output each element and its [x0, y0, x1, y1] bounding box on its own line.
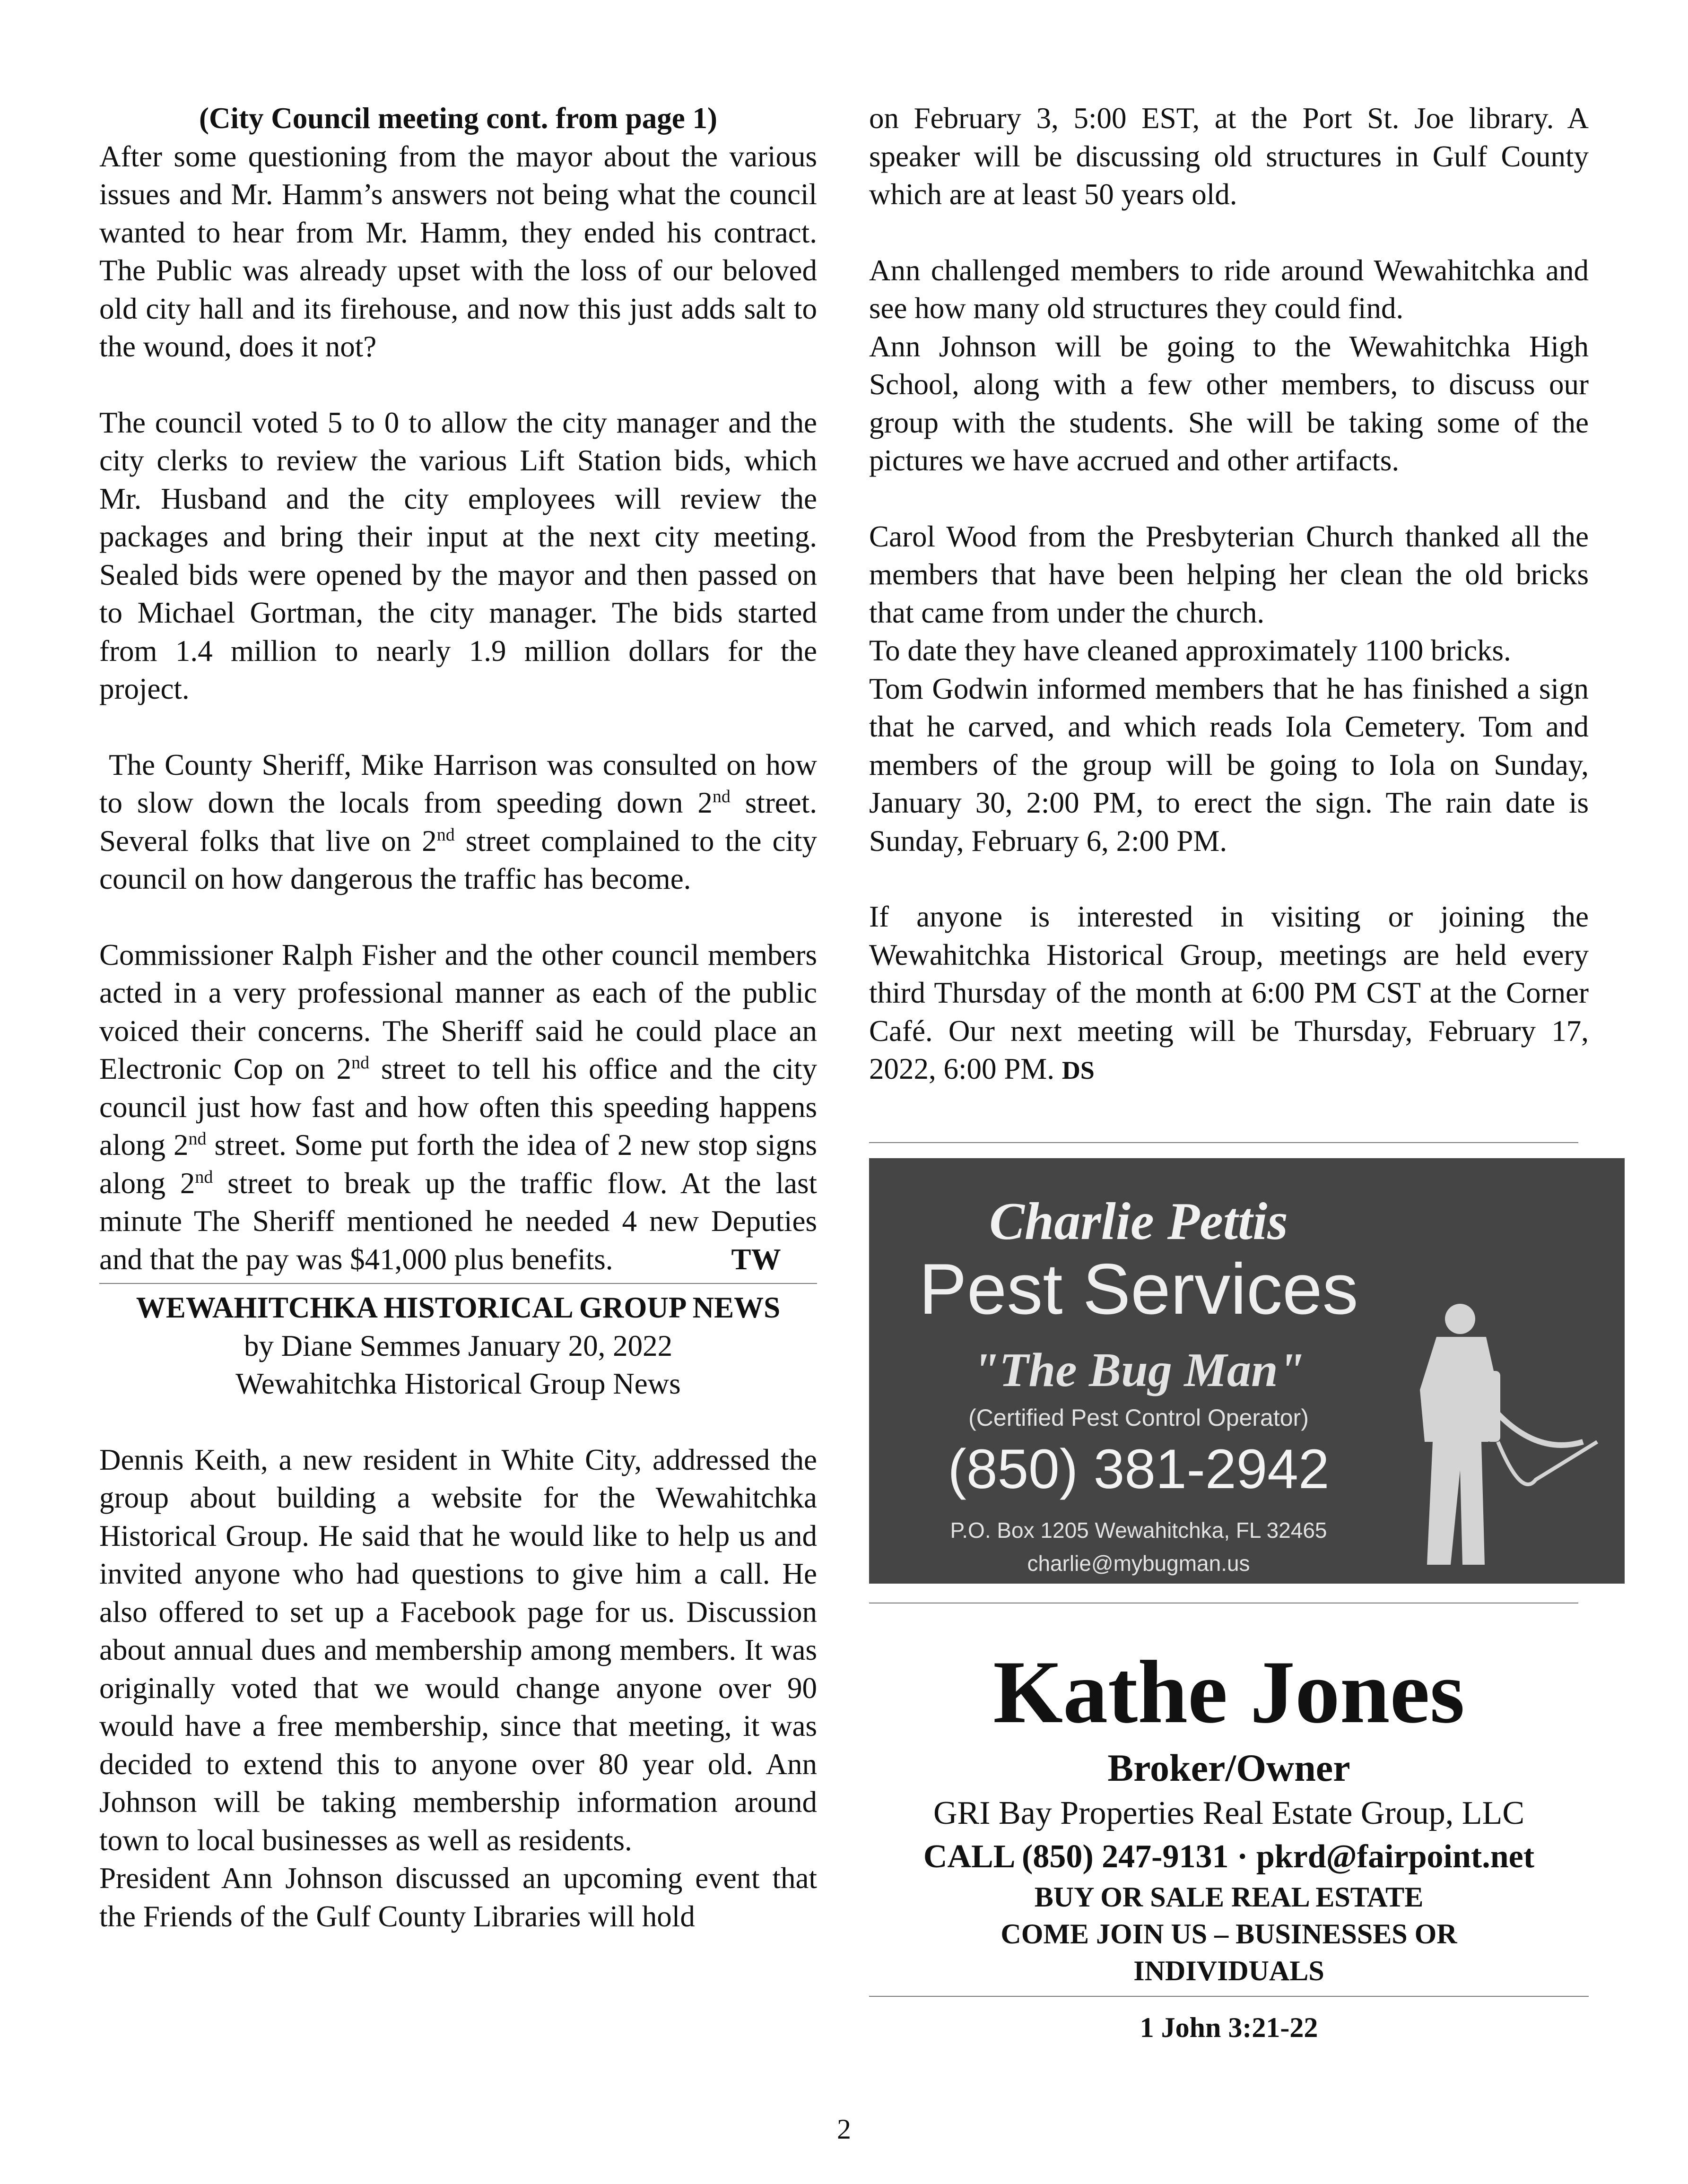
- ad-line: BUY OR SALE REAL ESTATE: [1034, 1881, 1424, 1913]
- council-paragraph: After some questioning from the mayor about the various issues and Mr. Hamm’s answers not being what the council wanted to hear from Mr. Hamm, they ended his contract. The Public was already upset with the loss of our beloved old city hall and its firehouse, and now this just adds salt to the wound, does it not?: [99, 139, 817, 363]
- ad-services: Pest Services: [919, 1249, 1358, 1329]
- news-paragraph: If anyone is interested in visiting or joining the Wewahitchka Historical Group, meetings are held every third Thursday of the month at 6:00 PM CST at the Corner Café. Our next meeting will be Thursday, February 17, 2022, 6:00 PM. DS: [869, 900, 1589, 1085]
- ad-email: charlie@mybugman.us: [1027, 1551, 1250, 1576]
- right-column: [869, 99, 1589, 1090]
- page-number: 2: [837, 2114, 851, 2145]
- ad-phone: (850) 381-2942: [948, 1438, 1330, 1500]
- author-initials: TW: [731, 1242, 781, 1276]
- news-paragraph: Dennis Keith, a new resident in White City, addressed the group about building a website for the Wewahitchka Historical Group. He said that he would like to help us and invited anyone who had questions to give him a call. He also offered to set up a Facebook page for us. Discussion about annual dues and membership among members. It was originally voted that we would change anyone over 90 would have a free membership, since that meeting, it was decided to extend this to anyone over 80 year old. Ann Johnson will be taking membership information around town to local businesses as well as residents.: [99, 1443, 817, 1857]
- ad-line: COME JOIN US – BUSINESSES OR INDIVIDUALS: [1001, 1918, 1457, 1986]
- bible-verse: 1 John 3:21-22: [1140, 2012, 1318, 2043]
- council-paragraph: The County Sheriff, Mike Harrison was consulted on how to slow down the locals from speeding down 2nd street. Several folks that live on 2nd street complained to the city council on how dangerous the traffic has become.: [99, 748, 817, 895]
- pest-services-ad: [869, 1158, 1625, 1584]
- news-paragraph: Ann Johnson will be going to the Wewahitchka High School, along with a few other members, to discuss our group with the students. She will be taking some of the pictures we have accrued and other artifacts.: [869, 329, 1589, 477]
- ad-agent-name: Kathe Jones: [993, 1643, 1465, 1742]
- news-paragraph: To date they have cleaned approximately 1100 bricks.: [869, 634, 1511, 667]
- ad-company: GRI Bay Properties Real Estate Group, LLC: [933, 1795, 1525, 1831]
- divider: [869, 1996, 1589, 1997]
- news-paragraph: Tom Godwin informed members that he has finished a sign that he carved, and which reads Iola Cemetery. Tom and members of the group will be going to Iola on Sunday, January 30, 2:00 PM, to erect the sign. The rain date is Sunday, February 6, 2:00 PM.: [869, 672, 1589, 858]
- sprayer-man-icon: [1380, 1300, 1607, 1565]
- ad-agent-title: Broker/Owner: [1107, 1746, 1350, 1789]
- ad-business-name: Charlie Pettis: [989, 1192, 1288, 1251]
- ad-contact: CALL (850) 247-9131 · pkrd@fairpoint.net: [923, 1838, 1535, 1875]
- divider: [99, 1283, 817, 1284]
- section-heading: WEWAHITCHKA HISTORICAL GROUP NEWS: [136, 1291, 781, 1324]
- news-paragraph: on February 3, 5:00 EST, at the Port St. Joe library. A speaker will be discussing old structures in Gulf County which are at least 50 years old.: [869, 102, 1589, 211]
- subtitle: Wewahitchka Historical Group News: [235, 1367, 681, 1400]
- left-column: [99, 99, 817, 1935]
- ad-address: P.O. Box 1205 Wewahitchka, FL 32465: [950, 1518, 1327, 1543]
- council-paragraph: Commissioner Ralph Fisher and the other council members acted in a very professional manner as each of the public voiced their concerns. The Sheriff said he could place an Electronic Cop on 2nd street to tell his office and the city council just how fast and how often this speeding happens along 2nd street. Some put forth the idea of 2 new stop signs along 2nd street to break up the traffic flow. At the last minute The Sheriff mentioned he needed 4 new Deputies and that the pay was $41,000 plus benefits. TW: [99, 938, 817, 1276]
- byline: by Diane Semmes January 20, 2022: [244, 1329, 673, 1362]
- real-estate-ad: [869, 1626, 1589, 2046]
- author-initials: DS: [1062, 1056, 1095, 1084]
- news-paragraph: Carol Wood from the Presbyterian Church thanked all the members that have been helping her clean the old bricks that came from under the church.: [869, 520, 1589, 629]
- ad-certification: (Certified Pest Control Operator): [968, 1404, 1309, 1431]
- continued-heading: (City Council meeting cont. from page 1): [199, 102, 717, 135]
- council-paragraph: The council voted 5 to 0 to allow the city manager and the city clerks to review the various Lift Station bids, which Mr. Husband and the city employees will review the packages and bring their input at the next city meeting. Sealed bids were opened by the mayor and then passed on to Michael Gortman, the city manager. The bids started from 1.4 million to nearly 1.9 million dollars for the project.: [99, 406, 817, 705]
- news-paragraph: Ann challenged members to ride around Wewahitchka and see how many old structures they could find.: [869, 253, 1589, 325]
- divider: [869, 1142, 1578, 1143]
- news-paragraph: President Ann Johnson discussed an upcoming event that the Friends of the Gulf County Libraries will hold: [99, 1862, 817, 1933]
- ad-tagline: "The Bug Man": [972, 1343, 1305, 1397]
